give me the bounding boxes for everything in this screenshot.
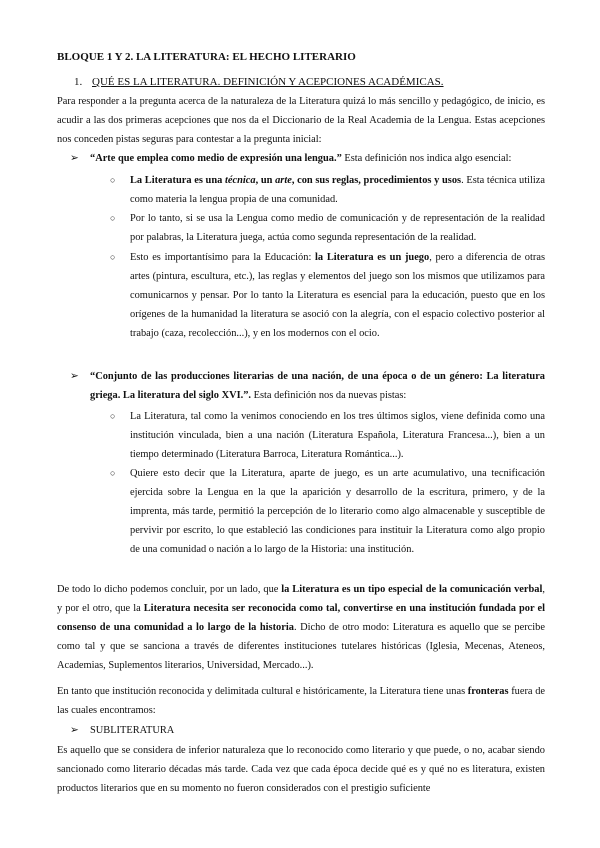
arrow-bullet-icon: ➢ bbox=[70, 371, 79, 382]
definition-1-rest: Esta definición nos indica algo esencial: bbox=[341, 153, 512, 164]
circle-bullet-icon: ○ bbox=[110, 213, 116, 223]
body-text: fuera de las cuales encontramos: bbox=[57, 686, 545, 716]
definition-1-bullet-3 bbox=[110, 248, 545, 343]
body-text: , y por el otro, que la bbox=[57, 584, 545, 614]
page-title: BLOQUE 1 Y 2. LA LITERATURA: EL HECHO LITERARIO bbox=[57, 51, 356, 63]
bold-text: fronteras bbox=[467, 686, 509, 697]
intro-paragraph: Para responder a la pregunta acerca de la naturaleza de la Literatura quizá lo más sencillo y pedagógico, de inicio, es acudir a las dos primeras acepciones que nos da el Diccionario de la Real Academia de la Lengua. Estas acepciones nos conceden pistas seguras para contestar a la pregunta inicial: bbox=[57, 96, 545, 145]
circle-bullet-icon: ○ bbox=[110, 468, 116, 478]
section-number: 1. bbox=[74, 76, 83, 88]
body-text: . Esta técnica utiliza como materia la lengua propia de una comunidad. bbox=[130, 175, 545, 205]
subliteratura-heading bbox=[70, 721, 545, 740]
definition-1 bbox=[70, 149, 545, 168]
circle-bullet-icon: ○ bbox=[110, 175, 116, 185]
body-text: Por lo tanto, si se usa la Lengua como medio de comunicación y de representación de la realidad por palabras, la Literatura juega, actúa como segunda representación de la realidad. bbox=[130, 213, 545, 243]
bold-text: la Literatura es un juego bbox=[315, 252, 430, 263]
subliteratura-paragraph: Es aquello que se considera de inferior naturaleza que lo reconocido como literario y que puede, o no, acabar siendo sancionado como literario décadas más tarde. Cada vez que cada época decide qué es y qué no es literatura, existen productos literarios que en su momento no fueron considerados con el prestigio suficiente bbox=[57, 745, 545, 794]
body-text: De todo lo dicho podemos concluir, por un lado, que bbox=[57, 584, 282, 595]
definition-2 bbox=[70, 367, 545, 405]
body-text: Quiere esto decir que la Literatura, aparte de juego, es un arte acumulativo, una tecnificación ejercida sobre la Lengua en la que la aparición y desarrollo de la escritura, primero, y de la imprenta, más tarde, permitió la percepción de lo literario como algo almacenable y susceptible de pervivir por escrito, lo que estableció las condiciones para instituir la Literatura como algo propio de una comunidad o nación a lo largo de la Historia: una institución. bbox=[130, 468, 545, 555]
body-text: La Literatura, tal como la venimos conociendo en los tres últimos siglos, viene definida como una institución vinculada, bien a una nación (Literatura Española, Literatura Francesa...), bien a un tiempo determinado (Literatura Barroca, Literatura Romántica...). bbox=[130, 411, 545, 460]
italic-text: técnica bbox=[224, 175, 256, 186]
definition-1-quote: “Arte que emplea como medio de expresión una lengua.” bbox=[90, 153, 342, 164]
bold-text: la Literatura es un tipo especial de la comunicación verbal bbox=[281, 584, 543, 595]
bold-text: La Literatura es una bbox=[130, 175, 225, 186]
arrow-bullet-icon: ➢ bbox=[70, 725, 79, 736]
definition-1-bullet-1 bbox=[110, 171, 545, 209]
bold-text: , un bbox=[255, 175, 276, 186]
bold-text: , con sus reglas, procedimientos y usos bbox=[291, 175, 462, 186]
conclusion-paragraph bbox=[57, 580, 545, 675]
body-text: En tanto que institución reconocida y delimitada cultural e históricamente, la Literatura tiene unas bbox=[57, 686, 468, 697]
bold-text: Literatura necesita ser reconocida como tal, convertirse en una institución fundada por el consenso de una comunidad a lo largo de la historia bbox=[57, 603, 545, 633]
section-heading bbox=[74, 73, 562, 92]
definition-2-rest: Esta definición nos da nuevas pistas: bbox=[251, 390, 407, 401]
circle-bullet-icon: ○ bbox=[110, 252, 116, 262]
definition-2-quote: “Conjunto de las producciones literarias de una nación, de una época o de un género: La literatura griega. La literatura del siglo XVI.”. bbox=[90, 371, 545, 401]
definition-1-bullet-2 bbox=[110, 209, 545, 247]
body-text: . Dicho de otro modo: Literatura es aquello que se percibe como tal y que se sanciona a través de diferentes instituciones tutelares históricas (Iglesia, Mecenas, Ateneos, Academias, Suplementos literarios, Universidad, Mercado...). bbox=[57, 622, 545, 671]
circle-bullet-icon: ○ bbox=[110, 411, 116, 421]
body-text: Esto es importantísimo para la Educación: bbox=[130, 252, 316, 263]
definition-2-bullet-2 bbox=[110, 464, 545, 559]
section-heading-text: QUÉ ES LA LITERATURA. DEFINICIÓN Y ACEPCIONES ACADÉMICAS. bbox=[92, 76, 444, 88]
body-text: , pero a diferencia de otras artes (pintura, escultura, etc.), las reglas y elementos del juego son los mismos que utilizamos para comunicarnos y pensar. Por lo tanto la Literatura es esencial para la educación, puesto que en los orígenes de la humanidad la literatura se asoció con la alegría, con el espacio colectivo posterior al trabajo (caza, recolección...), y en los modernos con el ocio. bbox=[130, 252, 545, 339]
italic-text: arte bbox=[275, 175, 292, 186]
frontiers-paragraph bbox=[57, 682, 545, 720]
definition-2-bullet-1 bbox=[110, 407, 545, 464]
arrow-bullet-icon: ➢ bbox=[70, 153, 79, 164]
subliteratura-label: SUBLITERATURA bbox=[90, 725, 175, 736]
